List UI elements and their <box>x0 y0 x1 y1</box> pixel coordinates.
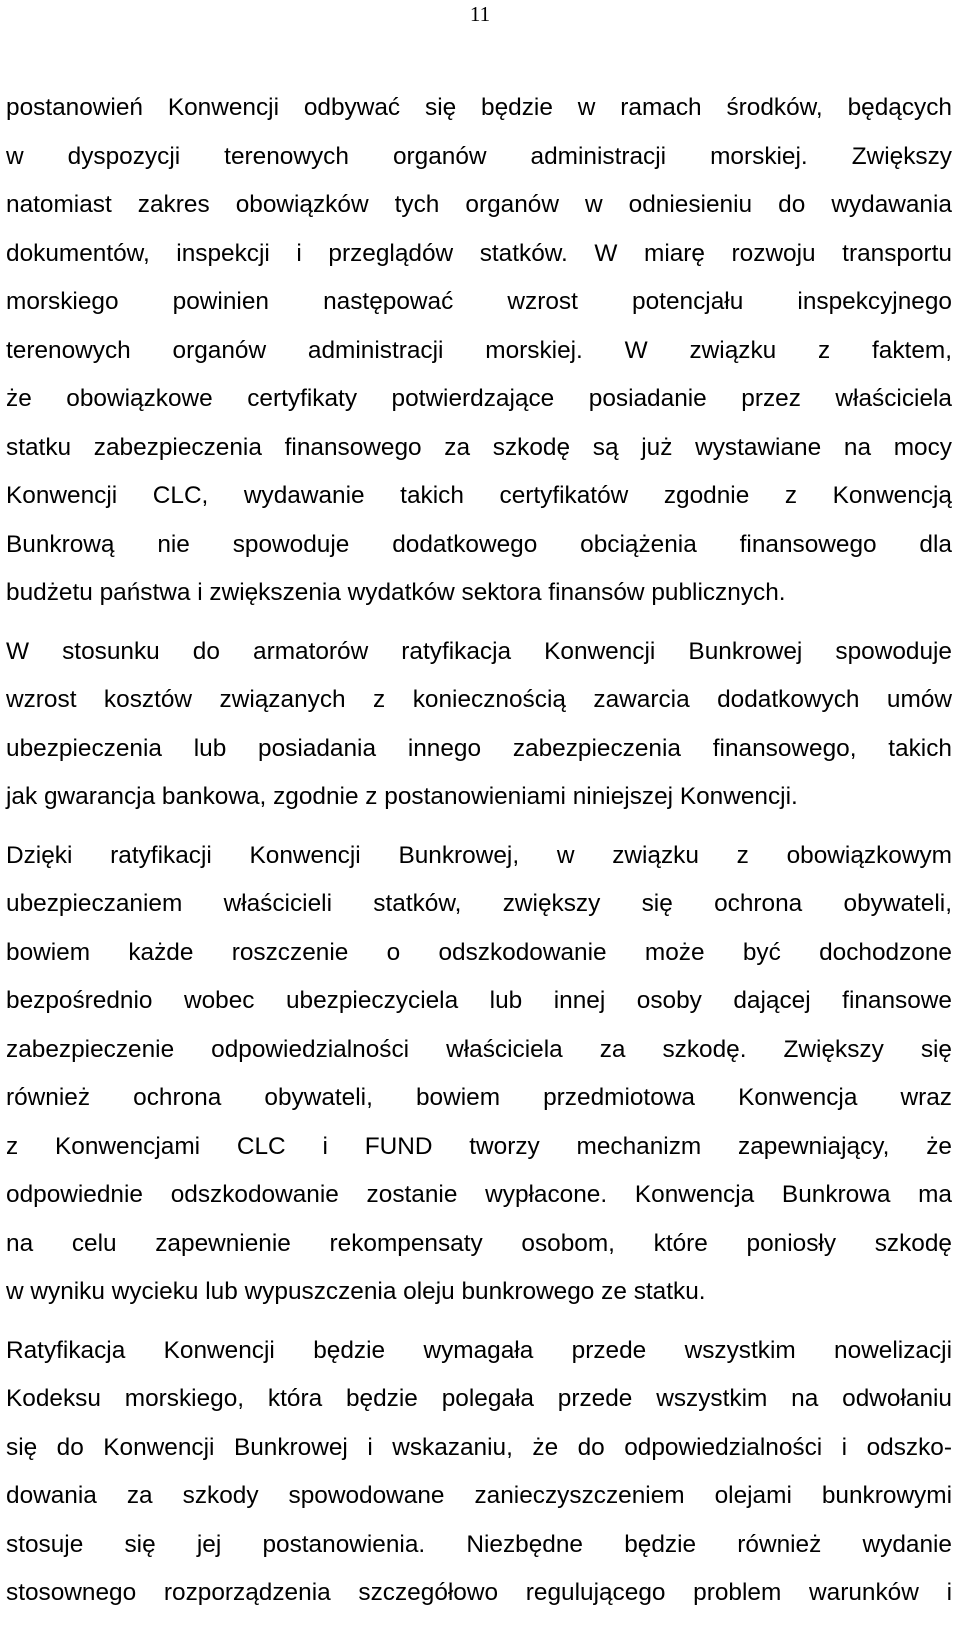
text-line: wzrost kosztów związanych z koniecznością zawarcia dodatkowych umów <box>6 686 952 713</box>
text-line: zabezpieczenie odpowiedzialności właściciela za szkodę. Zwiększy się <box>6 1035 952 1063</box>
text-line: statku zabezpieczenia finansowego za szkodę są już wystawiane na mocy <box>6 433 952 461</box>
text-line: Bunkrową nie spowoduje dodatkowego obciążenia finansowego dla <box>6 530 952 558</box>
text-line: stosownego rozporządzenia szczegółowo regulującego problem warunków i <box>6 1579 952 1606</box>
text-line: z Konwencjami CLC i FUND tworzy mechanizm zapewniający, że <box>6 1132 952 1160</box>
text-line: ubezpieczaniem właścicieli statków, zwiększy się ochrona obywateli, <box>6 890 952 917</box>
text-line: stosuje się jej postanowienia. Niezbędne będzie również wydanie <box>6 1530 952 1558</box>
text-line: budżetu państwa i zwiększenia wydatków sektora finansów publicznych. <box>6 579 786 606</box>
text-line: morskiego powinien następować wzrost potencjału inspekcyjnego <box>6 288 952 315</box>
paragraph <box>6 628 952 822</box>
paragraph-gap <box>6 618 952 628</box>
text-line: postanowień Konwencji odbywać się będzie w ramach środków, będących <box>6 94 952 121</box>
text-line: że obowiązkowe certyfikaty potwierdzające posiadanie przez właściciela <box>6 385 952 412</box>
text-line: na celu zapewnienie rekompensaty osobom, które poniosły szkodę <box>6 1229 952 1257</box>
text-line: w dyspozycji terenowych organów administracji morskiej. Zwiększy <box>6 142 952 170</box>
paragraph-gap <box>6 822 952 832</box>
paragraph-gap <box>6 1317 952 1327</box>
text-line: terenowych organów administracji morskiej. W związku z faktem, <box>6 336 952 364</box>
text-line: w wyniku wycieku lub wypuszczenia oleju bunkrowego ze statku. <box>6 1278 706 1305</box>
page-number: 11 <box>469 2 491 26</box>
text-line: Konwencji CLC, wydawanie takich certyfikatów zgodnie z Konwencją <box>6 482 952 509</box>
text-line: bowiem każde roszczenie o odszkodowanie może być dochodzone <box>6 938 952 966</box>
text-line: bezpośrednio wobec ubezpieczyciela lub innej osoby dającej finansowe <box>6 987 952 1014</box>
paragraph <box>6 1327 952 1618</box>
text-line: odpowiednie odszkodowanie zostanie wypłacone. Konwencja Bunkrowa ma <box>6 1181 952 1208</box>
text-line: Kodeksu morskiego, która będzie polegała przede wszystkim na odwołaniu <box>6 1385 952 1412</box>
text-line: Ratyfikacja Konwencji będzie wymagała przede wszystkim nowelizacji <box>6 1336 952 1364</box>
paragraph <box>6 84 952 618</box>
text-line: ubezpieczenia lub posiadania innego zabezpieczenia finansowego, takich <box>6 734 952 762</box>
paragraph <box>6 832 952 1317</box>
document-body <box>6 84 952 1618</box>
text-line: jak gwarancja bankowa, zgodnie z postanowieniami niniejszej Konwencji. <box>6 783 798 810</box>
text-line: W stosunku do armatorów ratyfikacja Konwencji Bunkrowej spowoduje <box>6 637 952 665</box>
text-line: dokumentów, inspekcji i przeglądów statków. W miarę rozwoju transportu <box>6 239 952 267</box>
text-line: Dzięki ratyfikacji Konwencji Bunkrowej, w związku z obowiązkowym <box>6 841 952 869</box>
text-line: natomiast zakres obowiązków tych organów w odniesieniu do wydawania <box>6 191 952 218</box>
text-line: się do Konwencji Bunkrowej i wskazaniu, że do odpowiedzialności i odszko- <box>6 1433 952 1461</box>
text-line: również ochrona obywateli, bowiem przedmiotowa Konwencja wraz <box>6 1084 952 1111</box>
text-line: dowania za szkody spowodowane zanieczyszczeniem olejami bunkrowymi <box>6 1482 952 1509</box>
